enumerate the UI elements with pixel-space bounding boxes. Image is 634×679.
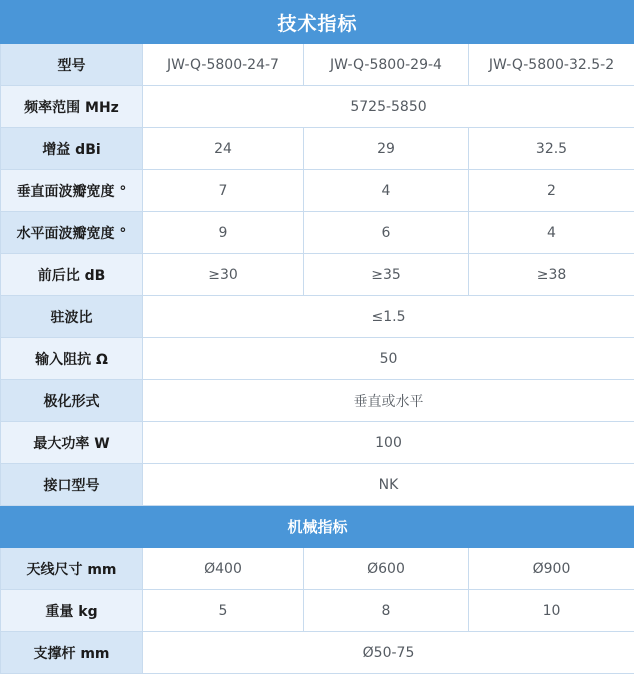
cell-weight-3: 10 [469,590,634,632]
row-horizontal-beamwidth [1,212,634,254]
cell-model-2: JW-Q-5800-29-4 [304,44,469,86]
cell-size-2: Ø600 [304,548,469,590]
row-weight [1,590,634,632]
row-label: 增益 dBi [1,128,143,170]
row-label: 水平面波瓣宽度 ° [1,212,143,254]
cell-vswr: ≤1.5 [143,296,634,338]
row-label: 驻波比 [1,296,143,338]
cell-size-3: Ø900 [469,548,634,590]
row-vswr [1,296,634,338]
cell-vbw-3: 2 [469,170,634,212]
row-impedance [1,338,634,380]
row-vertical-beamwidth [1,170,634,212]
row-frequency [1,86,634,128]
row-label: 垂直面波瓣宽度 ° [1,170,143,212]
section-title: 机械指标 [1,506,634,548]
row-label: 极化形式 [1,380,143,422]
cell-frequency: 5725-5850 [143,86,634,128]
cell-gain-1: 24 [143,128,304,170]
cell-connector: NK [143,464,634,506]
row-model [1,44,634,86]
cell-vbw-1: 7 [143,170,304,212]
row-connector [1,464,634,506]
cell-support-pole: Ø50-75 [143,632,634,674]
row-label: 前后比 dB [1,254,143,296]
cell-vbw-2: 4 [304,170,469,212]
row-polarization [1,380,634,422]
row-support-pole [1,632,634,674]
cell-ftb-2: ≥35 [304,254,469,296]
cell-polarization: 垂直或水平 [143,380,634,422]
row-label: 输入阻抗 Ω [1,338,143,380]
row-label: 支撑杆 mm [1,632,143,674]
cell-impedance: 50 [143,338,634,380]
table-title: 技术指标 [1,1,634,44]
cell-weight-2: 8 [304,590,469,632]
cell-model-3: JW-Q-5800-32.5-2 [469,44,634,86]
cell-gain-3: 32.5 [469,128,634,170]
row-label: 重量 kg [1,590,143,632]
cell-hbw-1: 9 [143,212,304,254]
row-label: 型号 [1,44,143,86]
row-size [1,548,634,590]
cell-gain-2: 29 [304,128,469,170]
row-max-power [1,422,634,464]
cell-hbw-3: 4 [469,212,634,254]
section-row [1,506,634,548]
cell-ftb-3: ≥38 [469,254,634,296]
cell-hbw-2: 6 [304,212,469,254]
cell-max-power: 100 [143,422,634,464]
row-label: 接口型号 [1,464,143,506]
cell-weight-1: 5 [143,590,304,632]
row-label: 天线尺寸 mm [1,548,143,590]
title-row [1,1,634,44]
row-label: 频率范围 MHz [1,86,143,128]
row-gain [1,128,634,170]
row-front-to-back [1,254,634,296]
cell-model-1: JW-Q-5800-24-7 [143,44,304,86]
cell-size-1: Ø400 [143,548,304,590]
row-label: 最大功率 W [1,422,143,464]
cell-ftb-1: ≥30 [143,254,304,296]
